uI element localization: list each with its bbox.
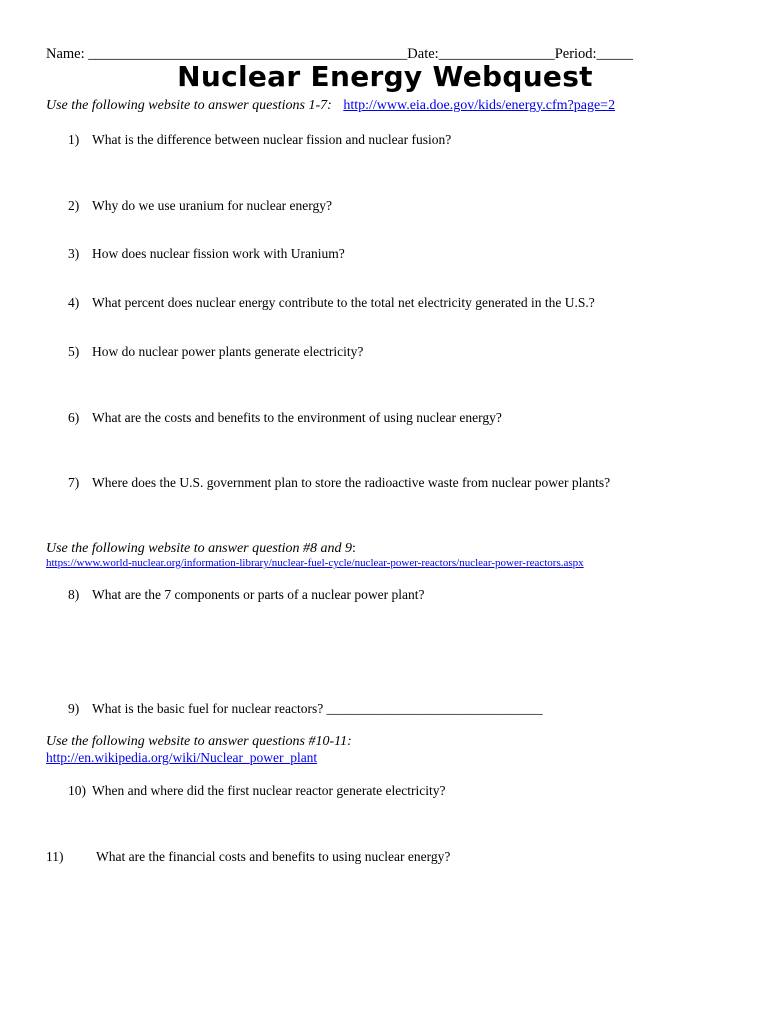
question-number: 10) (68, 783, 86, 798)
question-text: What is the difference between nuclear fission and nuclear fusion? (92, 132, 452, 147)
question-9 (68, 701, 543, 717)
question-8 (68, 587, 425, 603)
question-number: 3) (68, 246, 80, 261)
section-1-instruction: Use the following website to answer questions 1-7: (46, 98, 332, 113)
question-text: What are the costs and benefits to the environment of using nuclear energy? (92, 410, 502, 425)
date-label: Date: (407, 46, 439, 62)
date-field[interactable]: ________________ (438, 46, 555, 62)
question-text: What is the basic fuel for nuclear reactors? (92, 701, 324, 716)
section-1-instruction-row (46, 98, 615, 114)
question-number: 11) (46, 849, 64, 864)
section-3-instruction: Use the following website to answer questions #10-11: (46, 734, 352, 749)
period-field[interactable]: _____ (596, 46, 633, 62)
question-number: 5) (68, 344, 80, 359)
question-number: 2) (68, 198, 80, 213)
section-2-instruction-row (46, 541, 356, 557)
question-text: What are the 7 components or parts of a nuclear power plant? (92, 587, 425, 602)
question-number: 1) (68, 132, 80, 147)
answer-blank[interactable]: ________________________________ (326, 701, 543, 716)
question-5 (68, 344, 363, 360)
question-6 (68, 410, 502, 426)
question-number: 6) (68, 410, 80, 425)
name-label: Name: (46, 46, 85, 62)
question-number: 9) (68, 701, 80, 716)
page-title: Nuclear Energy Webquest (177, 60, 593, 93)
question-10 (68, 783, 445, 799)
question-text: Why do we use uranium for nuclear energy? (92, 198, 333, 213)
question-11 (46, 849, 450, 865)
question-number: 4) (68, 295, 80, 310)
question-1 (68, 132, 451, 148)
question-number: 8) (68, 587, 80, 602)
question-text: How do nuclear power plants generate electricity? (92, 344, 364, 359)
question-text: How does nuclear fission work with Uranium? (92, 246, 345, 261)
name-field[interactable]: ____________________________________________ (88, 46, 408, 62)
section-1-link[interactable]: http://www.eia.doe.gov/kids/energy.cfm?page=2 (343, 98, 616, 113)
question-text: When and where did the first nuclear reactor generate electricity? (92, 783, 446, 798)
question-4 (68, 295, 595, 311)
question-text: What are the financial costs and benefits to using nuclear energy? (96, 849, 451, 864)
section-3-link[interactable]: http://en.wikipedia.org/wiki/Nuclear_power_plant (46, 750, 318, 765)
question-2 (68, 198, 332, 214)
question-text: Where does the U.S. government plan to store the radioactive waste from nuclear power plants? (92, 475, 611, 490)
question-7 (68, 475, 610, 491)
period-label: Period: (554, 46, 597, 62)
section-2-instruction-colon: : (352, 541, 356, 556)
question-3 (68, 246, 345, 262)
section-2-instruction: Use the following website to answer question #8 and 9 (46, 541, 353, 556)
question-number: 7) (68, 475, 80, 490)
section-2-link[interactable]: https://www.world-nuclear.org/information-library/nuclear-fuel-cycle/nuclear-power-reactors/nuclear-power-reactors.aspx (46, 557, 584, 569)
question-text: What percent does nuclear energy contribute to the total net electricity generated in the U.S.? (92, 295, 595, 310)
